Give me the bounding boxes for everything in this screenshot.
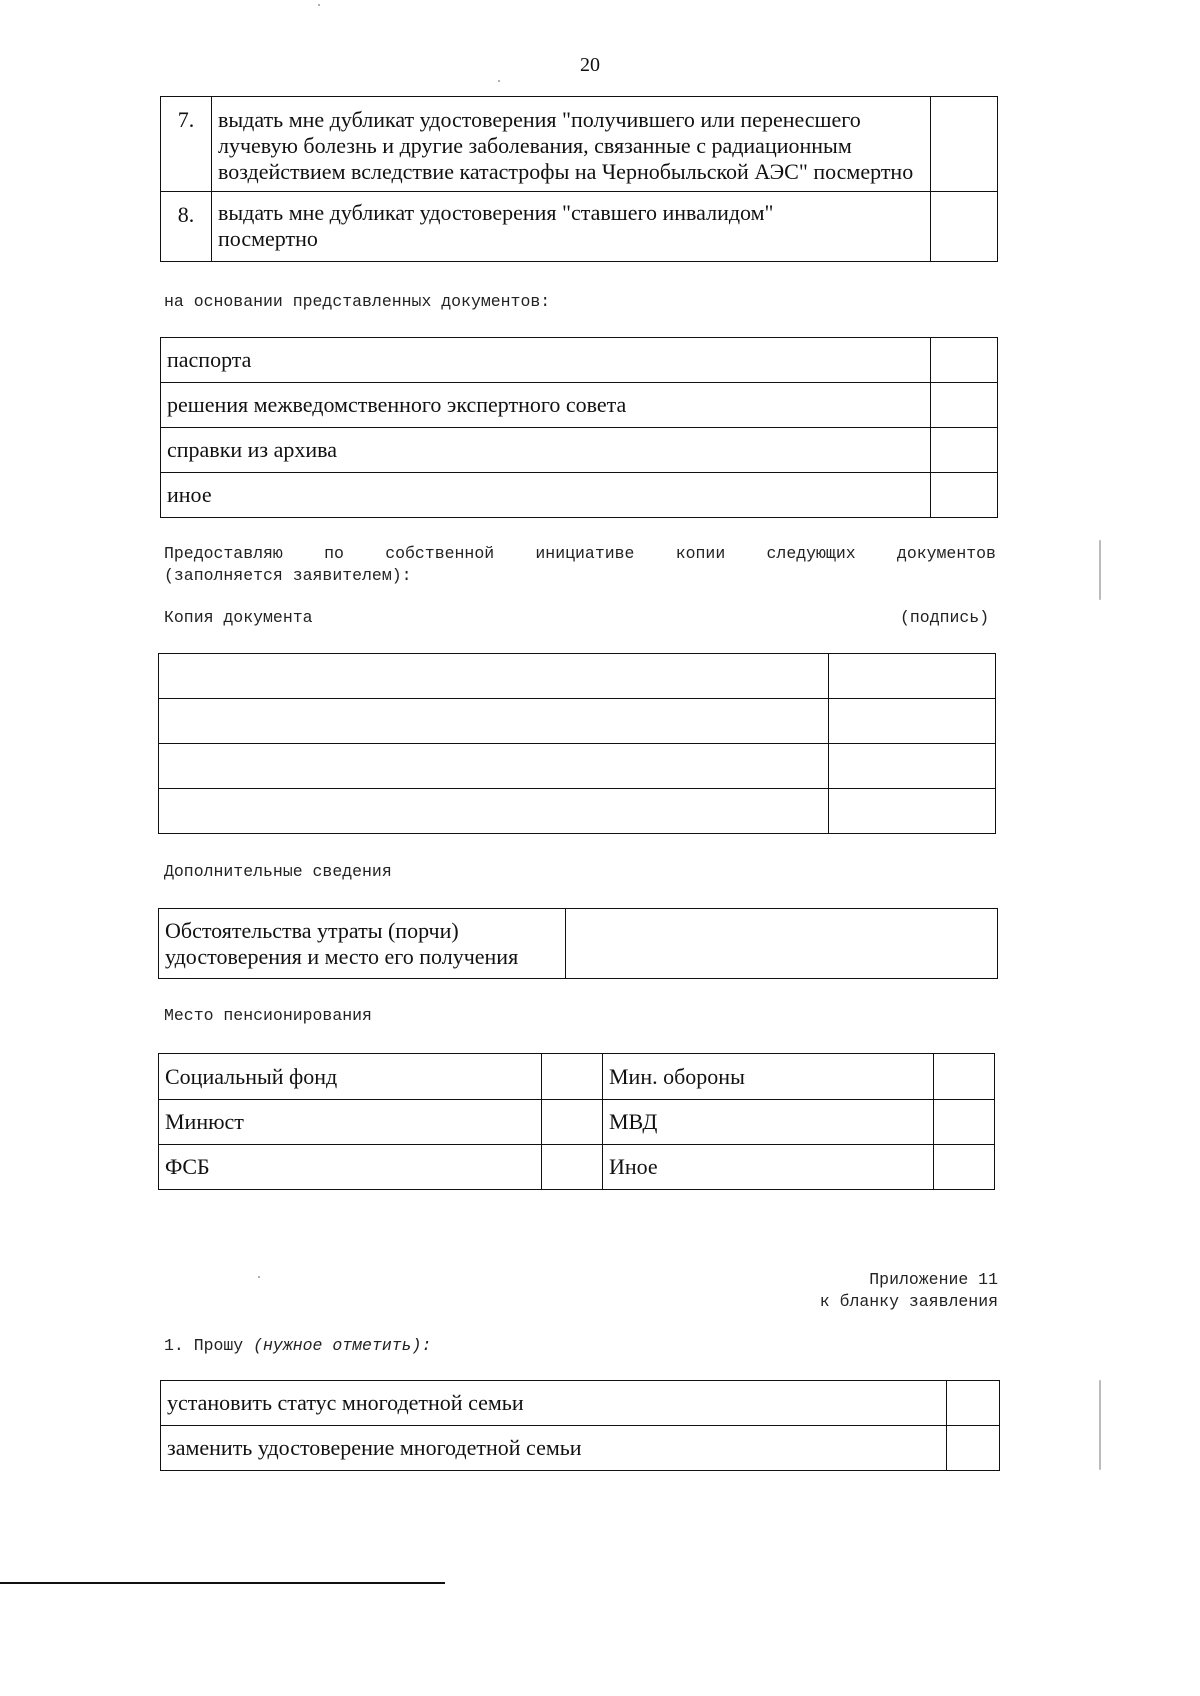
request-text bbox=[212, 192, 931, 262]
scan-speck bbox=[258, 1276, 260, 1278]
pension-option-label: Минюст bbox=[159, 1100, 542, 1145]
request-option-label: установить статус многодетной семьи bbox=[161, 1381, 947, 1426]
provide-word: Предоставляю bbox=[164, 544, 283, 563]
provide-word: инициативе bbox=[535, 544, 635, 563]
pension-checkbox[interactable] bbox=[934, 1100, 995, 1145]
pension-table bbox=[158, 1053, 995, 1190]
additional-info-table bbox=[158, 908, 998, 979]
copy-row bbox=[159, 789, 996, 834]
provide-word: документов bbox=[896, 544, 996, 563]
copy-document-field[interactable] bbox=[159, 654, 829, 699]
basis-row bbox=[161, 383, 998, 428]
basis-doc-label: паспорта bbox=[161, 338, 931, 383]
copy-signature-field[interactable] bbox=[829, 744, 996, 789]
request-number: 7. bbox=[161, 97, 212, 192]
provide-text-line1 bbox=[164, 544, 996, 563]
pension-heading: Место пенсионирования bbox=[164, 1006, 372, 1025]
request-text-line: выдать мне дубликат удостоверения "получившего или перенесшего bbox=[218, 107, 861, 132]
additional-heading: Дополнительные сведения bbox=[164, 862, 392, 881]
copy-document-field[interactable] bbox=[159, 789, 829, 834]
copy-document-field[interactable] bbox=[159, 699, 829, 744]
copy-row bbox=[159, 744, 996, 789]
request-option-checkbox[interactable] bbox=[947, 1426, 1000, 1471]
provide-word: следующих bbox=[766, 544, 856, 563]
additional-label-line: удостоверения и место его получения bbox=[165, 943, 519, 969]
copy-signature-field[interactable] bbox=[829, 654, 996, 699]
scan-speck bbox=[498, 80, 500, 82]
pension-row bbox=[159, 1054, 995, 1100]
request-option-label: заменить удостоверение многодетной семьи bbox=[161, 1426, 947, 1471]
request-row bbox=[161, 192, 998, 262]
signature-header-label: (подпись) bbox=[900, 608, 990, 627]
copy-row bbox=[159, 654, 996, 699]
copy-document-field[interactable] bbox=[159, 744, 829, 789]
basis-row bbox=[161, 428, 998, 473]
provide-text-line2: (заполняется заявителем): bbox=[164, 566, 412, 585]
pension-option-label: ФСБ bbox=[159, 1145, 542, 1190]
basis-checkbox[interactable] bbox=[931, 428, 998, 473]
basis-heading: на основании представленных документов: bbox=[164, 292, 551, 311]
pension-option-label: Социальный фонд bbox=[159, 1054, 542, 1100]
basis-doc-label: решения межведомственного экспертного совета bbox=[161, 383, 931, 428]
pension-checkbox[interactable] bbox=[934, 1054, 995, 1100]
additional-value-field[interactable] bbox=[566, 909, 998, 979]
pension-checkbox[interactable] bbox=[542, 1100, 603, 1145]
pension-row bbox=[159, 1145, 995, 1190]
request-text-line: воздействием вследствие катастрофы на Чернобыльской АЭС" посмертно bbox=[218, 159, 914, 184]
request-option-row bbox=[161, 1426, 1000, 1471]
request-number: 8. bbox=[161, 192, 212, 262]
page-number: 20 bbox=[580, 54, 600, 76]
copy-signature-field[interactable] bbox=[829, 699, 996, 744]
basis-checkbox[interactable] bbox=[931, 383, 998, 428]
appendix-title: Приложение 11 bbox=[869, 1270, 998, 1289]
basis-row bbox=[161, 473, 998, 518]
copy-row bbox=[159, 699, 996, 744]
basis-checkbox[interactable] bbox=[931, 338, 998, 383]
copy-header-label: Копия документа bbox=[164, 608, 313, 627]
scan-edge-mark bbox=[1099, 540, 1101, 600]
request-option-row bbox=[161, 1381, 1000, 1426]
request-text-line: лучевую болезнь и другие заболевания, связанные с радиационным bbox=[218, 133, 852, 158]
request-checkbox[interactable] bbox=[931, 192, 998, 262]
provide-word: собственной bbox=[385, 544, 495, 563]
request-option-checkbox[interactable] bbox=[947, 1381, 1000, 1426]
provide-word: по bbox=[324, 544, 344, 563]
basis-doc-label: иное bbox=[161, 473, 931, 518]
copy-signature-field[interactable] bbox=[829, 789, 996, 834]
provide-word: копии bbox=[675, 544, 726, 563]
additional-label bbox=[159, 909, 566, 979]
request-heading-prefix: 1. Прошу bbox=[164, 1336, 244, 1355]
request-options-table bbox=[160, 1380, 1000, 1471]
appendix-subtitle: к бланку заявления bbox=[819, 1292, 998, 1311]
copies-table bbox=[158, 653, 996, 834]
basis-documents-table bbox=[160, 337, 998, 518]
pension-option-label: МВД bbox=[603, 1100, 934, 1145]
additional-row bbox=[159, 909, 998, 979]
basis-doc-label: справки из архива bbox=[161, 428, 931, 473]
basis-row bbox=[161, 338, 998, 383]
basis-checkbox[interactable] bbox=[931, 473, 998, 518]
scan-edge-mark bbox=[1099, 1380, 1101, 1470]
pension-checkbox[interactable] bbox=[934, 1145, 995, 1190]
pension-checkbox[interactable] bbox=[542, 1054, 603, 1100]
request-text bbox=[212, 97, 931, 192]
additional-label-line: Обстоятельства утраты (порчи) bbox=[165, 917, 459, 943]
scan-edge-line bbox=[0, 1582, 445, 1584]
request-text-line: выдать мне дубликат удостоверения "ставшего инвалидом" bbox=[218, 200, 774, 225]
requests-table bbox=[160, 96, 998, 262]
request-row bbox=[161, 97, 998, 192]
pension-option-label: Мин. обороны bbox=[603, 1054, 934, 1100]
request-heading bbox=[164, 1336, 431, 1355]
pension-option-label: Иное bbox=[603, 1145, 934, 1190]
pension-checkbox[interactable] bbox=[542, 1145, 603, 1190]
request-heading-hint: (нужное отметить): bbox=[253, 1336, 432, 1355]
pension-row bbox=[159, 1100, 995, 1145]
request-text-line: посмертно bbox=[218, 226, 318, 251]
scan-speck bbox=[318, 4, 320, 6]
request-checkbox[interactable] bbox=[931, 97, 998, 192]
